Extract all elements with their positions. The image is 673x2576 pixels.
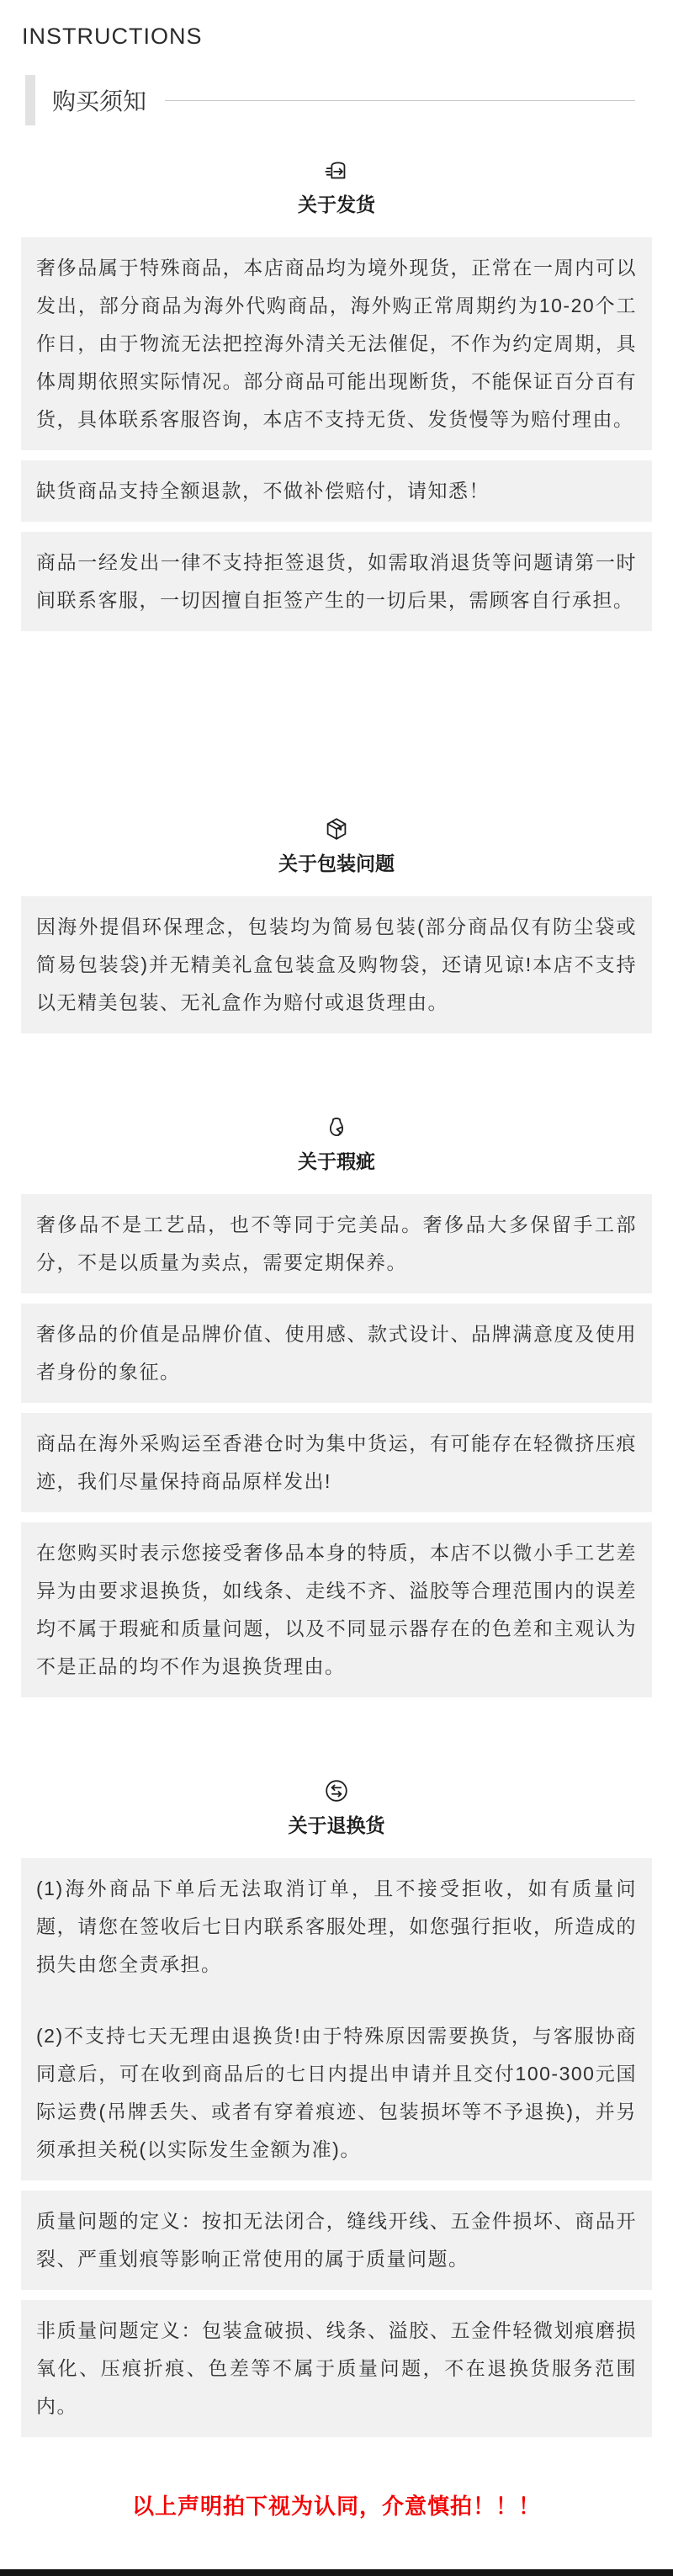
exchange-circle-icon <box>322 1777 351 1805</box>
notice-paragraph: (2)不支持七天无理由退换货!由于特殊原因需要换货，与客服协商同意后，可在收到商品后的七日内提出申请并且交付100-300元国际运费(吊牌丢失、或者有穿着痕迹、包装损坏等不予退换)，并另须承担关税(以实际发生金额为准)。 <box>36 2025 637 2160</box>
notice-block <box>21 237 652 450</box>
notice-paragraph: 奢侈品不是工艺品，也不等同于完美品。奢侈品大多保留手工部分，不是以质量为卖点，需要定期保养。 <box>36 1214 637 1273</box>
title-divider-line <box>165 100 635 101</box>
notice-paragraph: 奢侈品属于特殊商品，本店商品均为境外现货，正常在一周内可以发出，部分商品为海外代购商品，海外购正常周期约为10-20个工作日，由于物流无法把控海外清关无法催促，不作为约定周期，具体周期依照实际情况。部分商品可能出现断货，不能保证百分百有货，具体联系客服咨询，本店不支持无货、发货慢等为赔付理由。 <box>36 257 637 430</box>
section-flaws <box>0 1113 673 1697</box>
notice-block <box>21 1413 652 1512</box>
page-heading: INSTRUCTIONS <box>22 24 203 49</box>
notice-block <box>21 2300 652 2437</box>
title-accent-bar <box>25 75 35 125</box>
section-packaging <box>0 815 673 1033</box>
notice-paragraph: 质量问题的定义：按扣无法闭合，缝线开线、五金件损坏、商品开裂、严重划痕等影响正常使用的属于质量问题。 <box>36 2210 637 2270</box>
notice-paragraph: 在您购买时表示您接受奢侈品本身的特质，本店不以微小手工艺差异为由要求退换货，如线条、走线不齐、溢胶等合理范围内的误差均不属于瑕疵和质量问题，以及不同显示器存在的色差和主观认为不是正品的均不作为退换货理由。 <box>36 1542 637 1677</box>
package-cube-icon <box>322 815 351 843</box>
notice-paragraph: 因海外提倡环保理念，包装均为简易包装(部分商品仅有防尘袋或简易包装袋)并无精美礼盒包装盒及购物袋，还请见谅!本店不支持以无精美包装、无礼盒作为赔付或退货理由。 <box>36 916 637 1013</box>
section-shipping-header <box>0 156 673 217</box>
section-title: 关于包装问题 <box>278 852 395 874</box>
page-subtitle: 购买须知 <box>52 88 147 114</box>
notice-block <box>21 2191 652 2290</box>
section-shipping <box>0 156 673 631</box>
footer-warning: 以上声明拍下视为认同，介意慎拍！！！ <box>131 2494 541 2519</box>
notice-block <box>21 460 652 522</box>
notice-block <box>21 1304 652 1403</box>
notice-paragraph: 奢侈品的价值是品牌价值、使用感、款式设计、品牌满意度及使用者身份的象征。 <box>36 1323 637 1383</box>
notice-block <box>21 532 652 631</box>
section-title: 关于退换货 <box>288 1814 385 1836</box>
section-spacer <box>0 1708 673 1746</box>
notice-paragraph: (1)海外商品下单后无法取消订单，且不接受拒收，如有质量问题，请您在签收后七日内联系客服处理，如您强行拒收，所造成的损失由您全责承担。 <box>36 1878 637 1975</box>
bottom-dark-bar <box>0 2569 673 2576</box>
section-returns-header <box>0 1777 673 1838</box>
notice-paragraph: 商品在海外采购运至香港仓时为集中货运，有可能存在轻微挤压痕迹，我们尽量保持商品原样发出! <box>36 1432 637 1492</box>
notice-block <box>21 896 652 1033</box>
section-title: 关于瑕疵 <box>298 1150 375 1172</box>
notice-block <box>21 1858 652 2180</box>
vase-chip-icon <box>322 1113 351 1141</box>
section-flaws-header <box>0 1113 673 1174</box>
notice-paragraph: 商品一经发出一律不支持拒签退货，如需取消退货等问题请第一时间联系客服，一切因擅自拒签产生的一切后果，需顾客自行承担。 <box>36 551 637 611</box>
notice-block <box>21 1522 652 1697</box>
shipping-box-icon <box>322 156 351 184</box>
section-spacer <box>0 641 673 784</box>
section-spacer <box>0 1044 673 1082</box>
notice-paragraph: 缺货商品支持全额退款，不做补偿赔付，请知悉！ <box>36 480 490 502</box>
subheader <box>25 75 673 125</box>
notice-paragraph: 非质量问题定义：包装盒破损、线条、溢胶、五金件轻微划痕磨损氧化、压痕折痕、色差等不属于质量问题，不在退换货服务范围内。 <box>36 2319 637 2417</box>
notice-block <box>21 1194 652 1293</box>
section-returns <box>0 1777 673 2437</box>
section-packaging-header <box>0 815 673 876</box>
section-title: 关于发货 <box>298 194 375 215</box>
